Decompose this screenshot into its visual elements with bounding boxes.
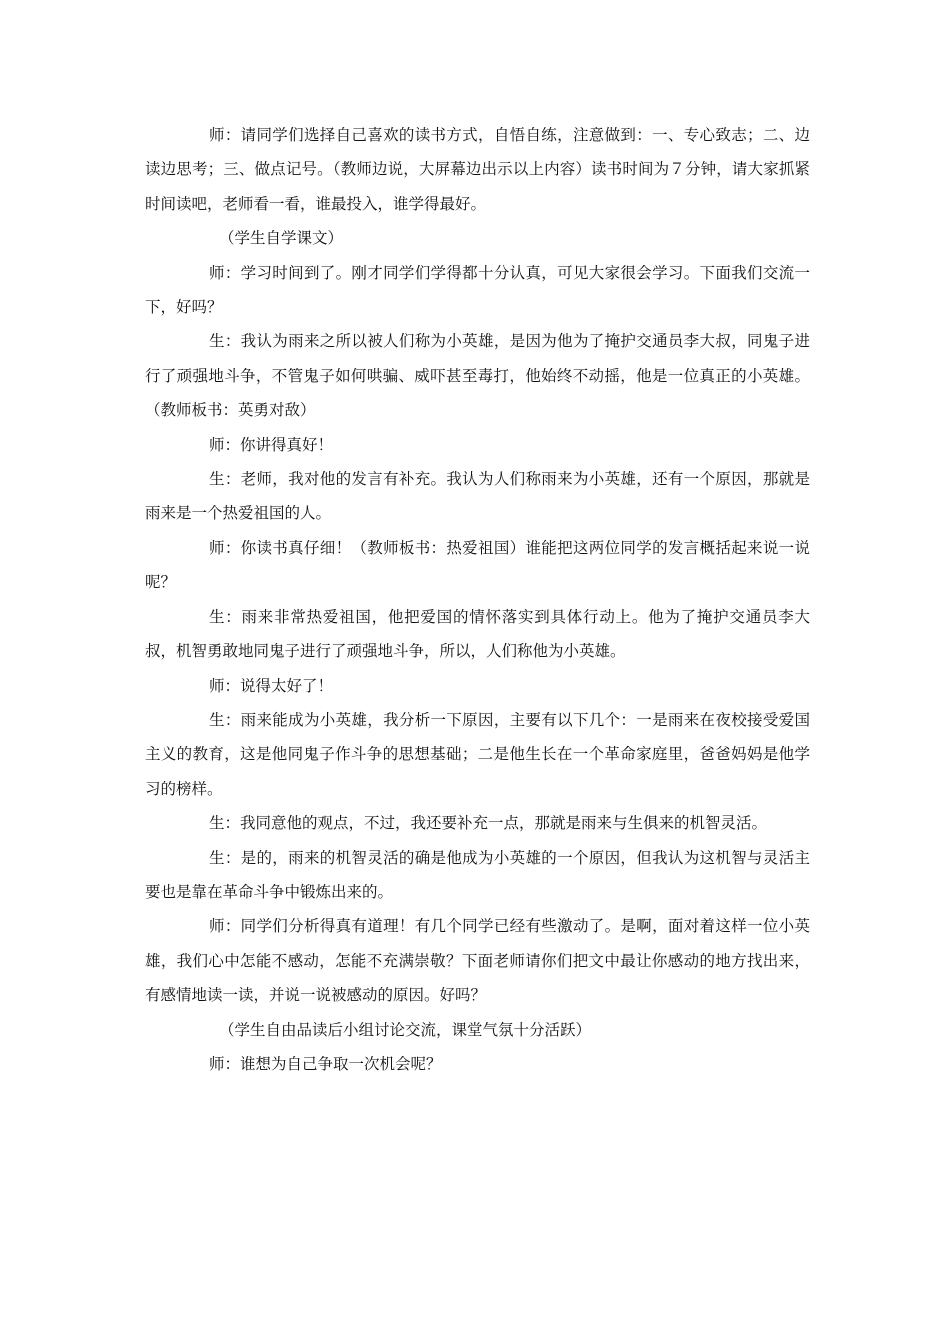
paragraph-teacher-opportunity: 师：谁想为自己争取一次机会呢？ bbox=[209, 1054, 442, 1073]
paragraph-student-analysis: 生：雨来能成为小英雄，我分析一下原因，主要有以下几个：一是雨来在夜校接受爱国主义的教育，这是他同鬼子作斗争的思想基础；二是他生长在一个革命家庭里，爸爸妈妈是他学习的榜样。 bbox=[145, 710, 810, 798]
document-body bbox=[145, 118, 810, 1081]
paragraph-teacher-reading-instructions: 师：请同学们选择自己喜欢的读书方式，自悟自练，注意做到：一、专心致志；二、边读边思考；三、做点记号。（教师边说，大屏幕边出示以上内容）读书时间为７分钟，请大家抓紧时间读吧，老师看一看，谁最投入，谁学得最好。 bbox=[145, 126, 810, 213]
paragraph-student-supplement: 生：老师，我对他的发言有补充。我认为人们称雨来为小英雄，还有一个原因，那就是雨来是一个热爱祖国的人。 bbox=[145, 470, 810, 523]
paragraph-teacher-praise-1: 师：你讲得真好！ bbox=[209, 435, 334, 454]
paragraph-teacher-moved: 师：同学们分析得真有道理！有几个同学已经有些激动了。是啊，面对着这样一位小英雄，我们心中怎能不感动，怎能不充满崇敬？下面老师请你们把文中最让你感动的地方找出来，有感情地读一读，并说一说被感动的原因。好吗？ bbox=[145, 917, 810, 1005]
paragraph-student-agree: 生：我同意他的观点，不过，我还要补充一点，那就是雨来与生俱来的机智灵活。 bbox=[209, 814, 768, 833]
paragraph-student-brave: 生：我认为雨来之所以被人们称为小英雄，是因为他为了掩护交通员李大叔，同鬼子进行了顽强地斗争，不管鬼子如何哄骗、威吓甚至毒打，他始终不动摇，他是一位真正的小英雄。（教师板书：英勇对敌） bbox=[145, 332, 810, 420]
paragraph-student-summary: 生：雨来非常热爱祖国，他把爱国的情怀落实到具体行动上。他为了掩护交通员李大叔，机智勇敢地同鬼子进行了顽强地斗争，所以，人们称他为小英雄。 bbox=[145, 607, 810, 661]
paragraph-stage-direction-discussion: （学生自由品读后小组讨论交流，课堂气氛十分活跃） bbox=[219, 1020, 592, 1039]
paragraph-stage-direction-self-study: （学生自学课文） bbox=[219, 229, 344, 248]
paragraph-teacher-time-up: 师：学习时间到了。刚才同学们学得都十分认真，可见大家很会学习。下面我们交流一下，好吗？ bbox=[145, 263, 810, 317]
paragraph-student-struggle: 生：是的，雨来的机智灵活的确是他成为小英雄的一个原因，但我认为这机智与灵活主要也是靠在革命斗争中锻炼出来的。 bbox=[145, 848, 810, 901]
paragraph-teacher-praise-2: 师：说得太好了！ bbox=[209, 676, 334, 695]
paragraph-teacher-summarize: 师：你读书真仔细！（教师板书：热爱祖国）谁能把这两位同学的发言概括起来说一说呢？ bbox=[145, 538, 810, 592]
